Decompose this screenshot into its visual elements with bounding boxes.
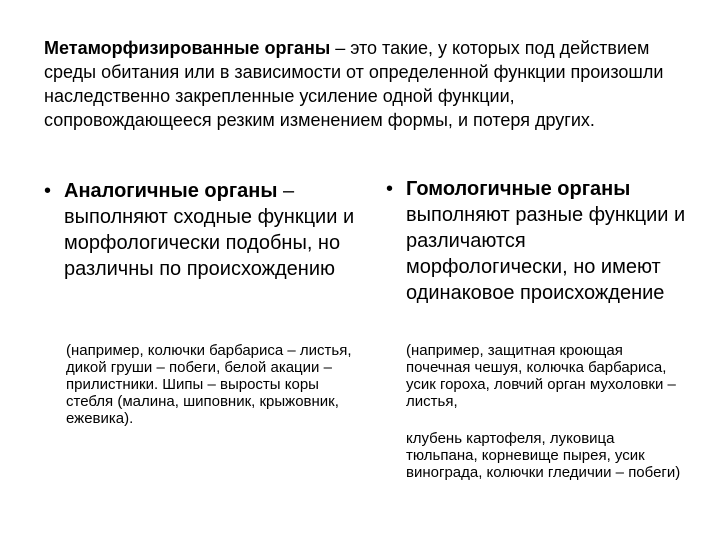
homologous-organs-block <box>386 176 686 306</box>
intro-paragraph <box>44 36 684 132</box>
intro-definition: – это такие, у которых под действием среды обитания или в зависимости от определенной функции произошли наследственно закрепленные усиление одной функции, сопровождающееся резким изменением формы, и потеря других. <box>44 38 664 130</box>
analogous-organs-bullet <box>44 178 359 282</box>
homologous-organs-definition: выполняют разные функции и различаются морфологически, но имеют одинаковое происхождение <box>406 204 686 304</box>
analogous-organs-block <box>44 178 359 282</box>
homologous-organs-bullet <box>386 176 686 306</box>
intro-term: Метаморфизированные органы <box>44 38 331 58</box>
analogous-organs-term: Аналогичные органы <box>64 180 278 202</box>
analogous-organs-example: (например, колючки барбариса – листья, дикой груши – побеги, белой акации – прилистники. Шипы – выросты коры стебля (малина, шиповник, крыжовник, ежевика). <box>66 342 352 427</box>
homologous-organs-term: Гомологичные органы <box>406 178 631 200</box>
analogous-organs-definition: – выполняют сходные функции и морфологически подобны, но различны по происхождению <box>64 180 355 280</box>
bullet-marker: • <box>386 178 394 200</box>
homologous-organs-example-leaves: (например, защитная кроющая почечная чешуя, колючка барбариса, усик гороха, ловчий орган мухоловки – листья, <box>406 342 676 410</box>
bullet-marker: • <box>44 180 52 202</box>
homologous-organs-example-shoots: клубень картофеля, луковица тюльпана, корневище пырея, усик винограда, колючки гледичии – побеги) <box>406 430 681 481</box>
